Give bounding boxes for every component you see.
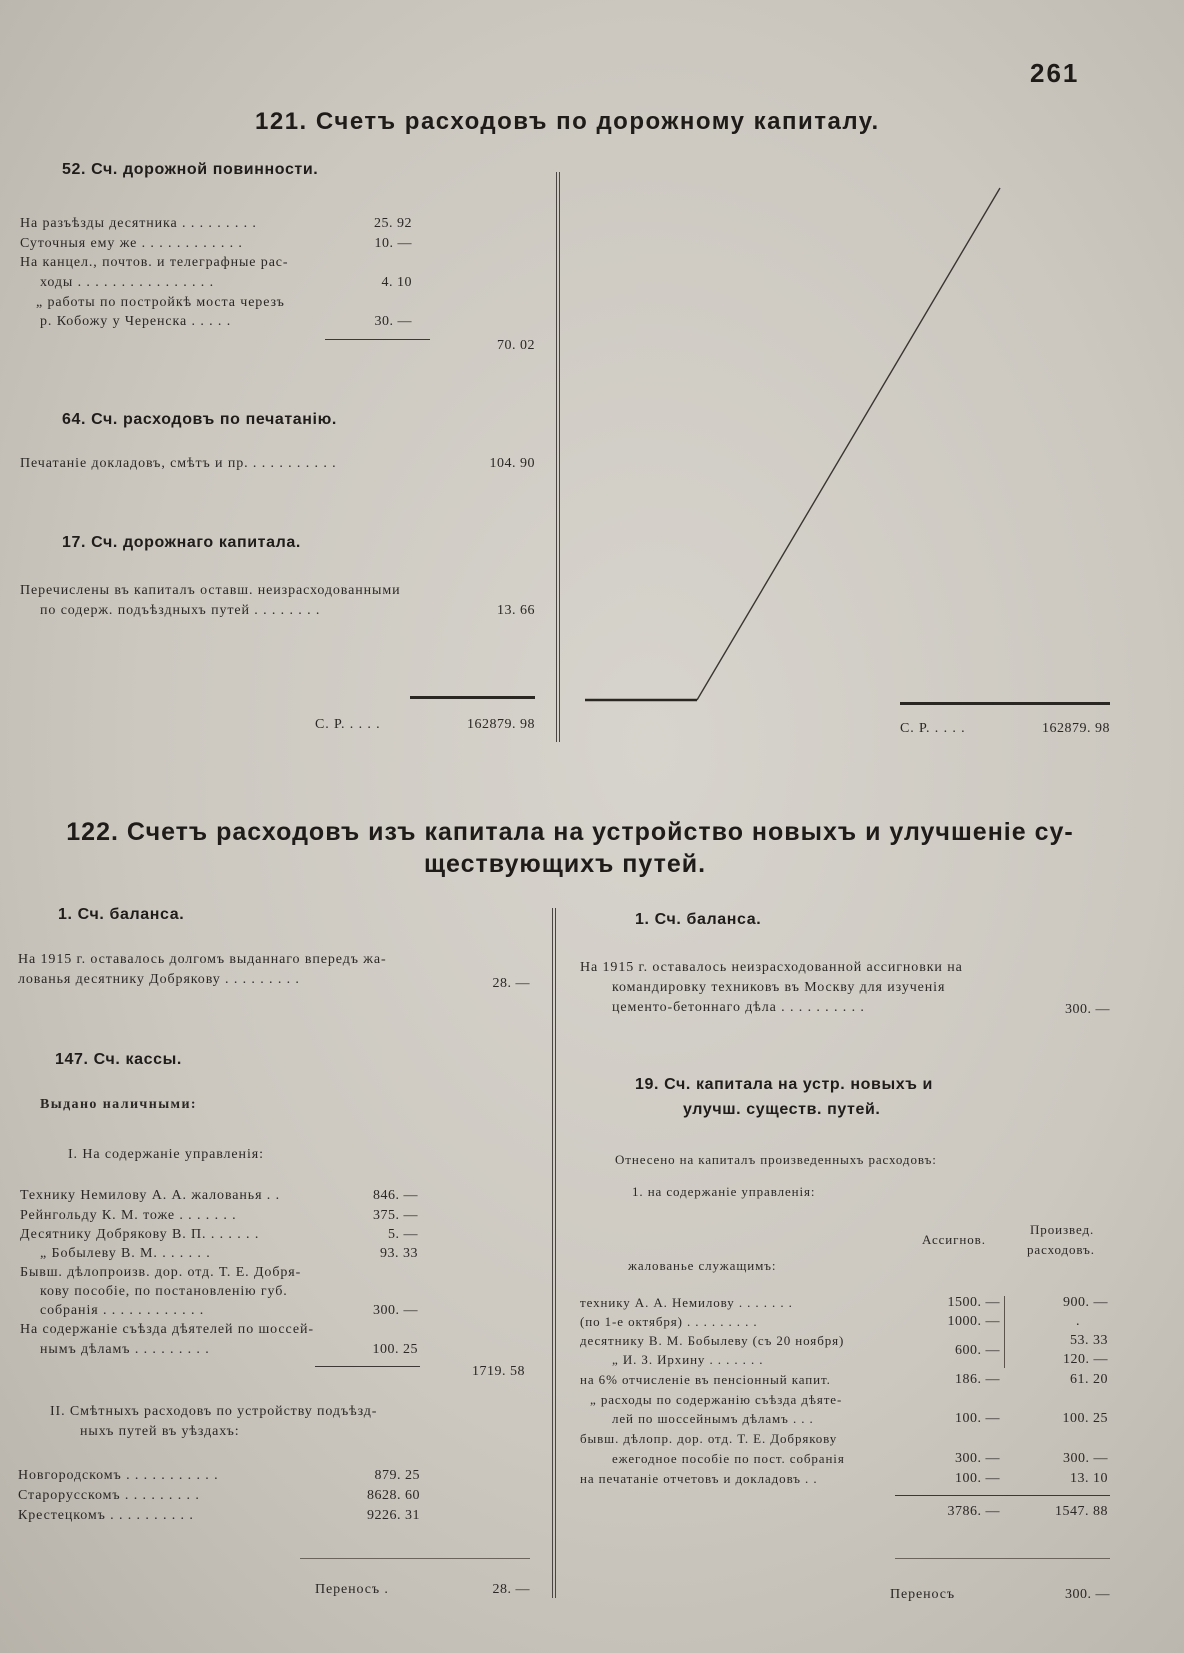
balance-row: На 1915 г. оставалось долгомъ выданнаго впередъ жа- xyxy=(18,952,387,967)
balance-row: лованья десятнику Добрякову . . . . . . . . . xyxy=(18,972,300,987)
left-carry-label: Переносъ . xyxy=(315,1582,389,1597)
cash-account-heading: 147. Сч. кассы. xyxy=(55,1051,182,1068)
capital-group-title: 1. на содержаніе управленія: xyxy=(632,1184,816,1199)
group-1-row: Бывш. дѣлопроизв. дор. отд. Т. Е. Добря- xyxy=(20,1265,302,1280)
right-sum-label: С. Р. . . . . xyxy=(900,721,966,736)
assigned-cell: 100. — xyxy=(955,1411,1000,1426)
group-2-title-cont: ныхъ путей въ уѣздахъ: xyxy=(80,1424,240,1439)
left-sum-label: С. Р. . . . . xyxy=(315,717,381,732)
group-1-row: нымъ дѣламъ . . . . . . . . . xyxy=(40,1342,210,1357)
section-122-title: 122. Счетъ расходовъ изъ капитала на устройство новыхъ и улучшеніе су- xyxy=(66,818,1074,846)
group-1-row: Десятнику Добрякову В. П. . . . . . . xyxy=(20,1227,260,1242)
account-64-row: Печатаніе докладовъ, смѣтъ и пр. . . . . . . . . . . xyxy=(20,456,337,471)
group-1-row: Рейнгольду К. М. тоже . . . . . . . xyxy=(20,1208,237,1223)
account-52-row: „ работы по постройкѣ моста черезъ xyxy=(36,295,285,310)
assigned-cell: 186. — xyxy=(955,1372,1000,1387)
account-52-amount: 25. 92 xyxy=(374,216,412,231)
capital-subgroup: жалованье служащимъ: xyxy=(628,1258,777,1273)
group-2-title: II. Смѣтныхъ расходовъ по устройству подъѣзд- xyxy=(50,1404,378,1419)
right-sum-value: 162879. 98 xyxy=(1042,721,1110,736)
group-1-title: I. На содержаніе управленія: xyxy=(68,1147,264,1162)
carry-rule xyxy=(895,1558,1110,1559)
spent-cell: 300. — xyxy=(1063,1451,1108,1466)
column-divider xyxy=(552,908,556,1598)
table-row: бывш. дѣлопр. дор. отд. Т. Е. Добрякову xyxy=(580,1431,838,1446)
balance-account-heading: 1. Сч. баланса. xyxy=(58,906,185,923)
spent-cell: 13. 10 xyxy=(1070,1471,1108,1486)
group-1-row: Технику Немилову А. А. жалованья . . xyxy=(20,1188,281,1203)
group-1-amount: 93. 33 xyxy=(380,1246,418,1261)
account-52-amount: 10. — xyxy=(374,236,412,251)
table-row: (по 1-е октября) . . . . . . . . . xyxy=(580,1314,758,1329)
account-52-amount: 4. 10 xyxy=(381,275,412,290)
spent-cell: 900. — xyxy=(1063,1295,1108,1310)
account-52-heading: 52. Сч. дорожной повинности. xyxy=(62,161,319,178)
account-52-row: На разъѣзды десятника . . . . . . . . . xyxy=(20,216,257,231)
section-121-title: 121. Счетъ расходовъ по дорожному капиталу. xyxy=(255,108,880,135)
account-52-row: На канцел., почтов. и телеграфные рас- xyxy=(20,255,289,270)
balance-amount: 300. — xyxy=(1065,1002,1110,1017)
sum-rule xyxy=(900,702,1110,705)
account-52-row: р. Кобожу у Черенска . . . . . xyxy=(40,314,232,329)
total-assigned: 3786. — xyxy=(947,1504,1000,1519)
spent-cell: 120. — xyxy=(1063,1352,1108,1367)
subtotal-rule xyxy=(315,1366,420,1367)
table-row: ежегодное пособіе по пост. собранія xyxy=(612,1451,845,1466)
group-1-amount: 300. — xyxy=(373,1303,418,1318)
table-row: лей по шоссейнымъ дѣламъ . . . xyxy=(612,1411,814,1426)
group-2-amount: 9226. 31 xyxy=(367,1508,420,1523)
assigned-cell: 300. — xyxy=(955,1451,1000,1466)
group-1-row: На содержаніе съѣзда дѣятелей по шоссей- xyxy=(20,1322,314,1337)
group-1-total: 1719. 58 xyxy=(472,1364,525,1379)
col-header-spent: Произвед. xyxy=(1030,1222,1095,1237)
account-17-heading: 17. Сч. дорожнаго капитала. xyxy=(62,534,301,551)
assigned-cell: 1000. — xyxy=(947,1314,1000,1329)
account-17-amount: 13. 66 xyxy=(497,603,535,618)
account-52-total: 70. 02 xyxy=(497,338,535,353)
balance-row: командировку техниковъ въ Москву для изученія xyxy=(612,980,946,995)
assigned-cell: 100. — xyxy=(955,1471,1000,1486)
account-52-amount: 30. — xyxy=(374,314,412,329)
carry-rule xyxy=(300,1558,530,1559)
balance-account-heading: 1. Сч. баланса. xyxy=(635,911,762,928)
group-1-row: кову пособіе, по постановленію губ. xyxy=(40,1284,288,1299)
account-17-row: Перечислены въ капиталъ оставш. неизрасходованными xyxy=(20,583,401,598)
right-carry-label: Переносъ xyxy=(890,1587,956,1602)
group-1-amount: 846. — xyxy=(373,1188,418,1203)
group-1-amount: 100. 25 xyxy=(372,1342,418,1357)
group-2-row: Новгородскомъ . . . . . . . . . . . xyxy=(18,1468,219,1483)
table-row: на печатаніе отчетовъ и докладовъ . . xyxy=(580,1471,818,1486)
right-carry-value: 300. — xyxy=(1065,1587,1110,1602)
left-sum-value: 162879. 98 xyxy=(467,717,535,732)
spent-cell: 61. 20 xyxy=(1070,1372,1108,1387)
assigned-cell: 1500. — xyxy=(947,1295,1000,1310)
group-1-row: „ Бобылеву В. М. . . . . . . xyxy=(40,1246,211,1261)
page-number: 261 xyxy=(1030,58,1080,88)
brace xyxy=(1004,1296,1005,1368)
balance-row: На 1915 г. оставалось неизрасходованной ассигновки на xyxy=(580,960,963,975)
spent-cell: 53. 33 xyxy=(1070,1333,1108,1348)
balance-row: цементо-бетоннаго дѣла . . . . . . . . . . xyxy=(612,1000,865,1015)
capital-note: Отнесено на капиталъ произведенныхъ расходовъ: xyxy=(615,1152,937,1167)
account-17-row: по содерж. подъѣздныхъ путей . . . . . . . . xyxy=(40,603,321,618)
col-header-spent-cont: расходовъ. xyxy=(1027,1242,1095,1257)
table-row: на 6% отчисленіе въ пенсіонный капит. xyxy=(580,1372,831,1387)
section-122-title-cont: ществующихъ путей. xyxy=(423,850,707,878)
table-row: „ расходы по содержанію съѣзда дѣяте- xyxy=(590,1392,843,1407)
capital-account-heading-cont: улучш. существ. путей. xyxy=(683,1101,881,1118)
assigned-cell: 600. — xyxy=(955,1343,1000,1358)
table-row: „ И. З. Ирхину . . . . . . . xyxy=(612,1352,764,1367)
account-52-row: ходы . . . . . . . . . . . . . . . . xyxy=(40,275,214,290)
group-1-amount: 5. — xyxy=(388,1227,418,1242)
group-2-row: Крестецкомъ . . . . . . . . . . xyxy=(18,1508,194,1523)
group-1-amount: 375. — xyxy=(373,1208,418,1223)
spent-cell: . xyxy=(1076,1314,1080,1329)
group-2-row: Старорусскомъ . . . . . . . . . xyxy=(18,1488,200,1503)
left-carry-value: 28. — xyxy=(492,1582,530,1597)
cash-subheading: Выдано наличными: xyxy=(40,1097,197,1112)
spent-cell: 100. 25 xyxy=(1062,1411,1108,1426)
group-1-row: собранія . . . . . . . . . . . . xyxy=(40,1303,205,1318)
group-2-amount: 879. 25 xyxy=(374,1468,420,1483)
account-64-amount: 104. 90 xyxy=(489,456,535,471)
col-header-assigned: Ассигнов. xyxy=(922,1232,986,1247)
table-row: технику А. А. Немилову . . . . . . . xyxy=(580,1295,793,1310)
balance-amount: 28. — xyxy=(492,976,530,991)
total-rule xyxy=(895,1495,1110,1496)
table-row: десятнику В. М. Бобылеву (съ 20 ноября) xyxy=(580,1333,845,1348)
account-52-row: Суточныя ему же . . . . . . . . . . . . xyxy=(20,236,243,251)
capital-account-heading: 19. Сч. капитала на устр. новыхъ и xyxy=(635,1076,933,1093)
total-spent: 1547. 88 xyxy=(1055,1504,1108,1519)
group-2-amount: 8628. 60 xyxy=(367,1488,420,1503)
account-64-heading: 64. Сч. расходовъ по печатанію. xyxy=(62,411,337,428)
